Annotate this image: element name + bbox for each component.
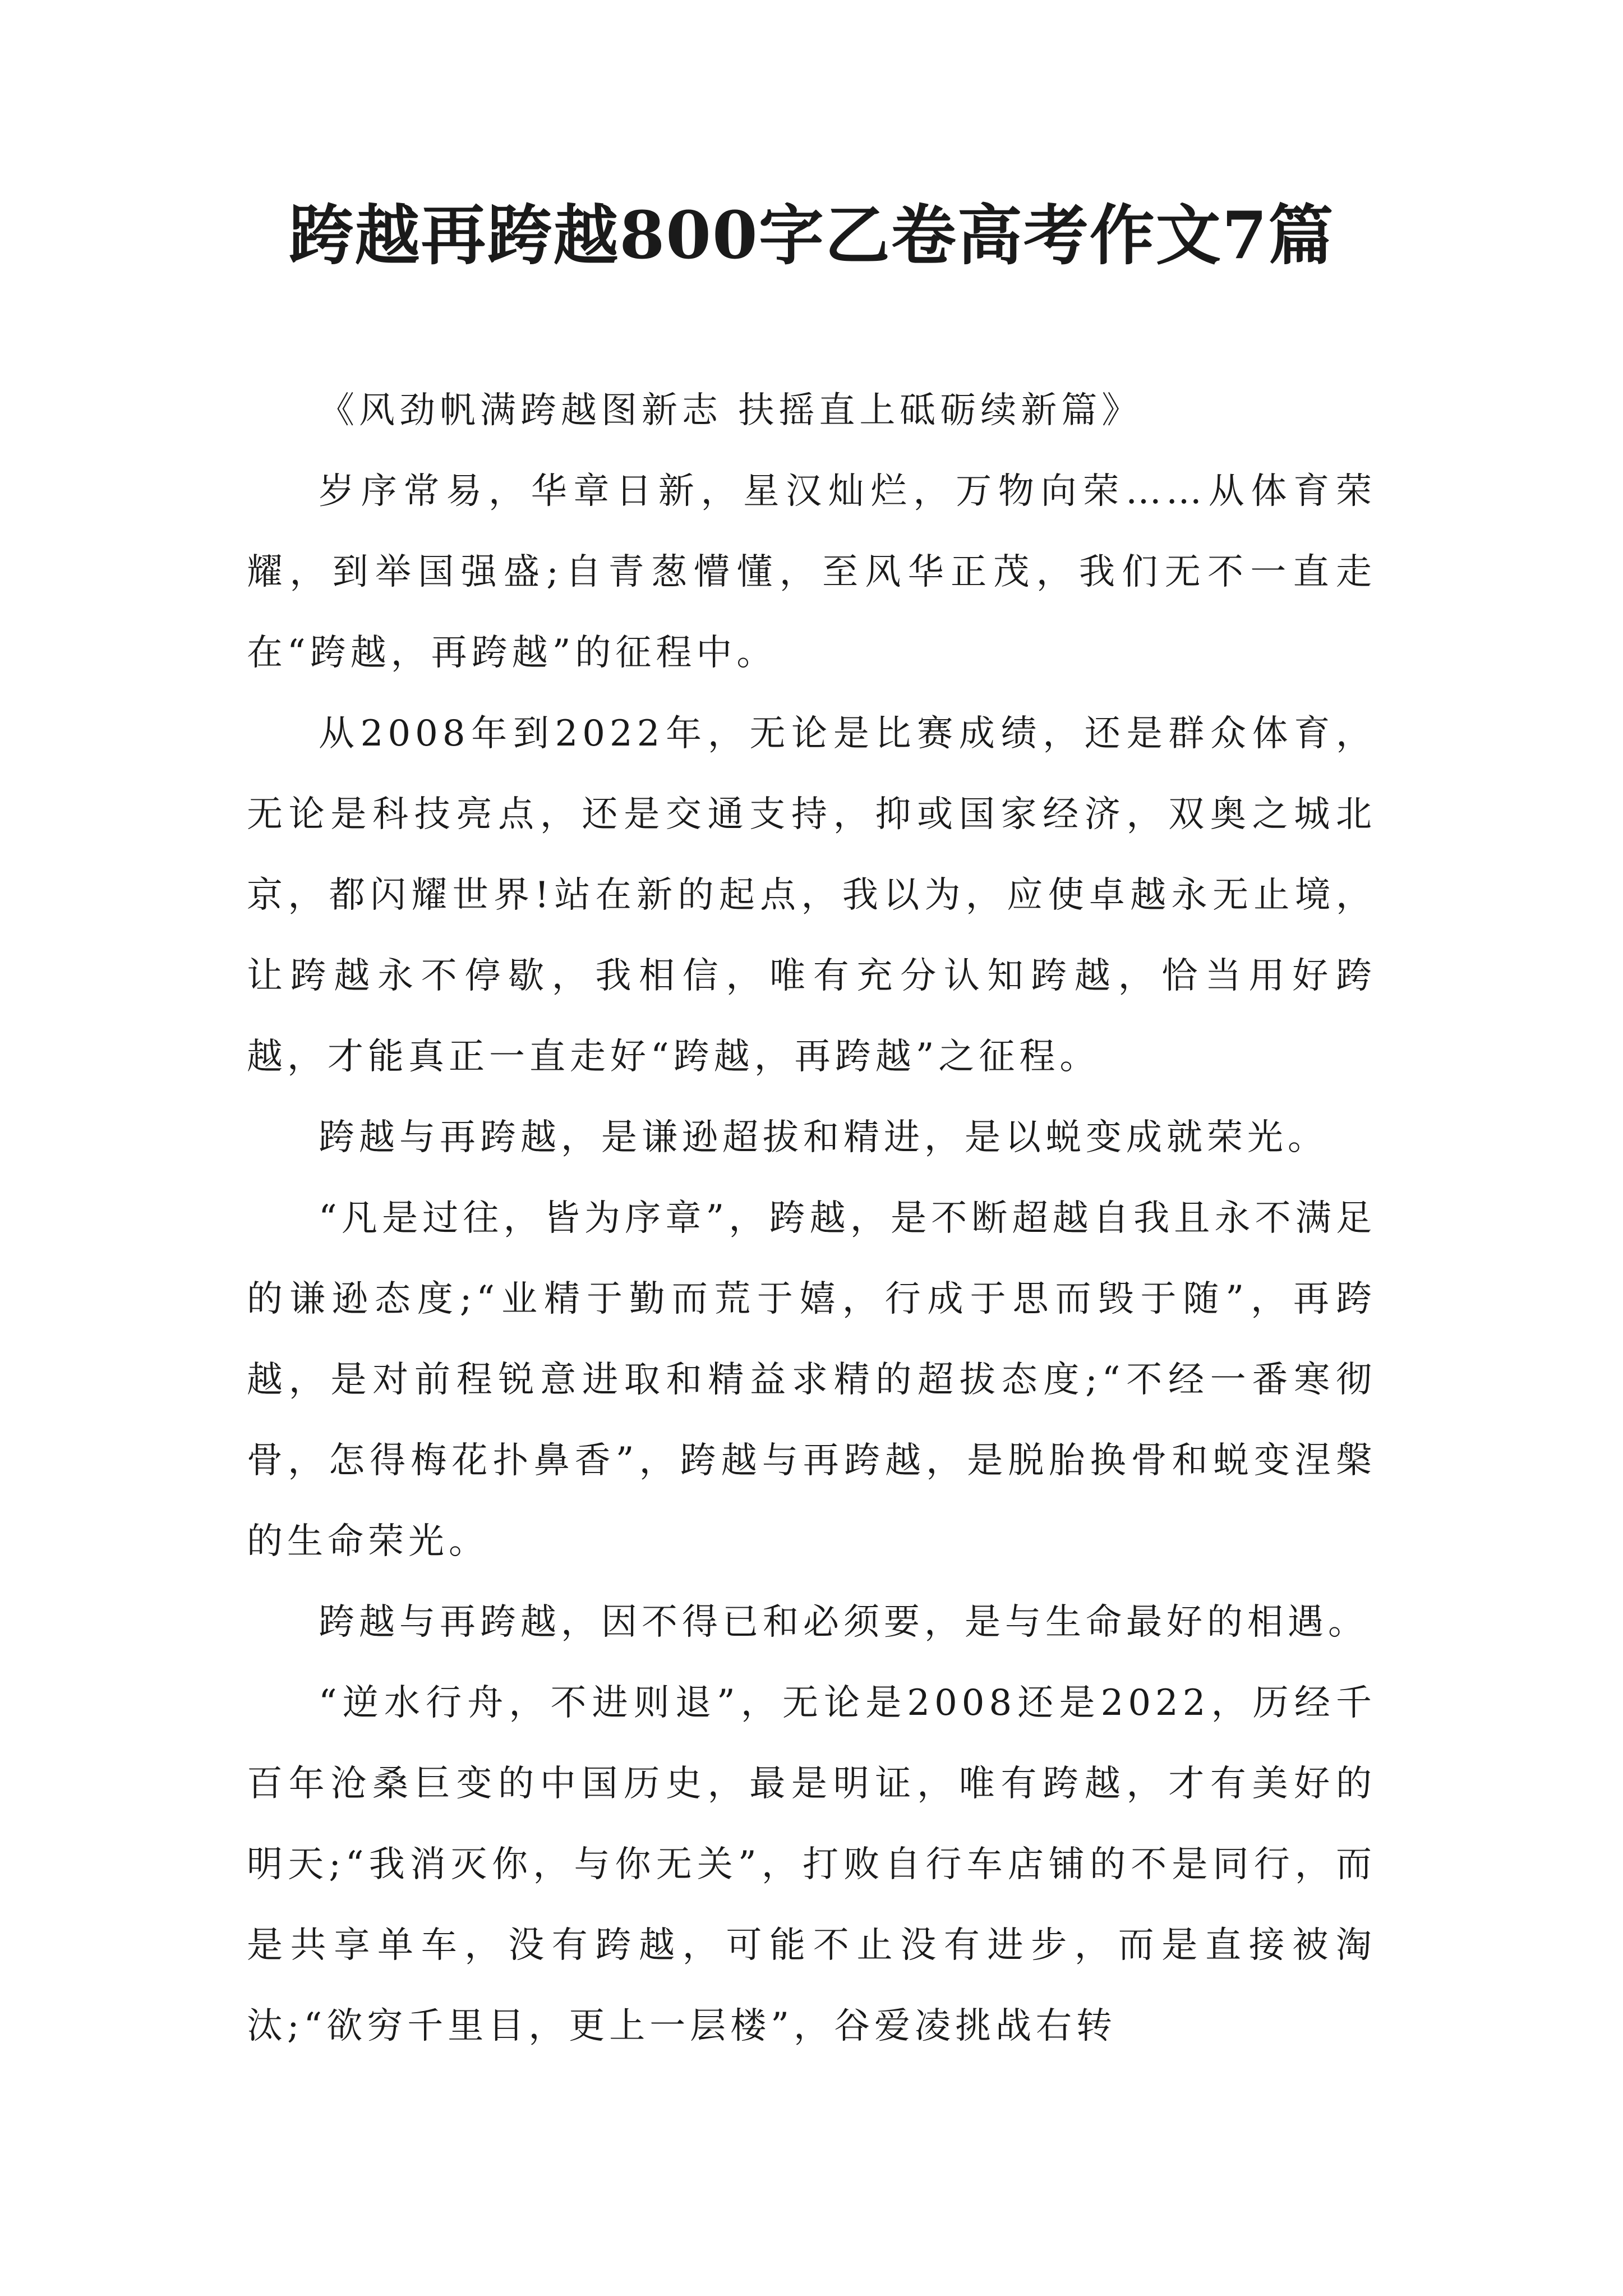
paragraph: 从2008年到2022年，无论是比赛成绩，还是群众体育，无论是科技亮点，还是交通支持，抑或国家经济，双奥之城北京，都闪耀世界!站在新的起点，我以为，应使卓越永无止境，让跨越永不停歇，我相信，唯有充分认知跨越，恰当用好跨越，才能真正一直走好“跨越，再跨越”之征程。 (247, 713, 1376, 1078)
page-title: 跨越再跨越800字乙卷高考作文7篇 (288, 197, 1335, 274)
paragraph: “逆水行舟，不进则退”，无论是2008还是2022，历经千百年沧桑巨变的中国历史，最是明证，唯有跨越，才有美好的明天;“我消灭你，与你无关”，打败自行车店铺的不是同行，而是共享单车，没有跨越，可能不止没有进步，而是直接被淘汰;“欲穷千里目，更上一层楼”，谷爱凌挑战右转 (247, 1682, 1376, 2047)
essay-subtitle: 《风劲帆满跨越图新志 扶摇直上砥砺续新篇》 (319, 390, 1142, 431)
paragraph: “凡是过往，皆为序章”，跨越，是不断超越自我且永不满足的谦逊态度;“业精于勤而荒于嬉，行成于思而毁于随”，再跨越，是对前程锐意进取和精益求精的超拔态度;“不经一番寒彻骨，怎得梅花扑鼻香”，跨越与再跨越，是脱胎换骨和蜕变涅槃的生命荣光。 (247, 1198, 1376, 1562)
paragraph: 跨越与再跨越，因不得已和必须要，是与生命最好的相遇。 (319, 1602, 1368, 1643)
paragraph: 跨越与再跨越，是谦逊超拔和精进，是以蜕变成就荣光。 (319, 1117, 1328, 1158)
essay-body (247, 370, 1376, 2067)
paragraph: 岁序常易，华章日新，星汉灿烂，万物向荣……从体育荣耀，到举国强盛;自青葱懵懂，至风华正茂，我们无不一直走在“跨越，再跨越”的征程中。 (247, 471, 1376, 674)
